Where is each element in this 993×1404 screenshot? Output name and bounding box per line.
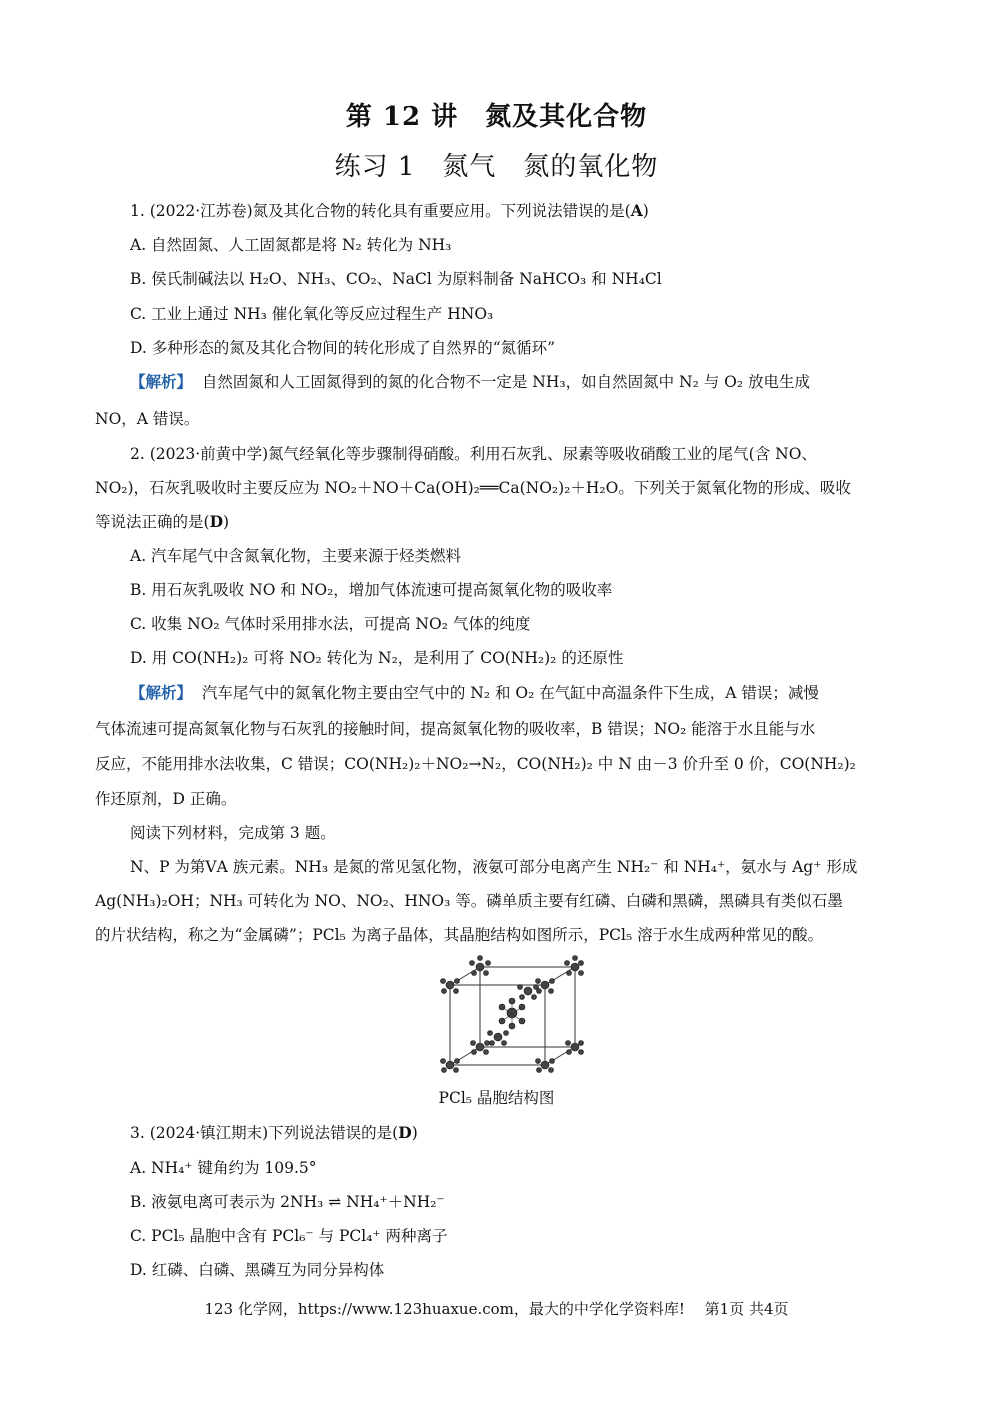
material-line: N、P 为第ⅤA 族元素。NH₃ 是氮的常见氢化物，液氨可部分电离产生 NH₂⁻ 和 NH₄⁺，氨水与 Ag⁺ 形成 [130, 858, 858, 876]
q2-stem-line: NO₂)，石灰乳吸收时主要反应为 NO₂＋NO＋Ca(OH)₂══Ca(NO₂)₂＋H₂O。下列关于氮氧化物的形成、吸收 [95, 479, 851, 497]
q1-analysis-line: NO，A 错误。 [95, 410, 200, 428]
material-intro: 阅读下列材料，完成第 3 题。 [130, 824, 336, 842]
figure-caption: PCl₅ 晶胞结构图 [438, 1089, 555, 1107]
pcl5-unit-cell-figure [440, 955, 585, 1075]
q2-option-d: D. 用 CO(NH₂)₂ 可将 NO₂ 转化为 N₂，是利用了 CO(NH₂)₂ 的还原性 [130, 649, 624, 667]
q3-option-c: C. PCl₅ 晶胞中含有 PCl₆⁻ 与 PCl₄⁺ 两种离子 [130, 1227, 448, 1245]
q1-option-d: D. 多种形态的氮及其化合物间的转化形成了自然界的“氮循环” [130, 339, 556, 357]
q2-stem-line: 2. (2023·前黄中学)氮气经氧化等步骤制得硝酸。利用石灰乳、尿素等吸收硝酸工业的尾气(含 NO、 [130, 445, 817, 463]
q2-stem-line: 等说法正确的是(D) [95, 512, 230, 531]
q3-option-d: D. 红磷、白磷、黑磷互为同分异构体 [130, 1261, 385, 1279]
q2-option-c: C. 收集 NO₂ 气体时采用排水法，可提高 NO₂ 气体的纯度 [130, 615, 531, 633]
material-line: Ag(NH₃)₂OH；NH₃ 可转化为 NO、NO₂、HNO₃ 等。磷单质主要有红磷、白磷和黑磷，黑磷具有类似石墨 [95, 892, 843, 910]
q2-answer: D [209, 512, 224, 531]
analysis-label: 【解析】 [130, 683, 193, 702]
q2-option-a: A. 汽车尾气中含氮氧化物，主要来源于烃类燃料 [130, 547, 462, 565]
q2-option-b: B. 用石灰乳吸收 NO 和 NO₂，增加气体流速可提高氮氧化物的吸收率 [130, 581, 613, 599]
exercise-title: 练习 1 氮气 氮的氧化物 [334, 152, 659, 182]
q2-analysis-line: 反应，不能用排水法收集，C 错误；CO(NH₂)₂＋NO₂→N₂，CO(NH₂)₂ 中 N 由－3 价升至 0 价，CO(NH₂)₂ [95, 755, 856, 773]
page-footer: 123 化学网，https://www.123huaxue.com，最大的中学化学资料库! 第1页 共4页 [204, 1300, 789, 1318]
q1-stem: 1. (2022·江苏卷)氮及其化合物的转化具有重要应用。下列说法错误的是(A) [130, 201, 649, 220]
q2-analysis-line: 【解析】 汽车尾气中的氮氧化物主要由空气中的 N₂ 和 O₂ 在气缸中高温条件下生成，A 错误；减慢 [130, 683, 819, 702]
q1-option-b: B. 侯氏制碱法以 H₂O、NH₃、CO₂、NaCl 为原料制备 NaHCO₃ 和 NH₄Cl [130, 270, 662, 288]
q3-answer: D [398, 1123, 412, 1142]
q1-answer: A [630, 201, 643, 220]
q3-option-a: A. NH₄⁺ 键角约为 109.5° [130, 1159, 317, 1177]
q3-option-b: B. 液氨电离可表示为 2NH₃ ⇌ NH₄⁺＋NH₂⁻ [130, 1193, 445, 1211]
q1-analysis-line: 【解析】 自然固氮和人工固氮得到的氮的化合物不一定是 NH₃，如自然固氮中 N₂ 与 O₂ 放电生成 [130, 372, 811, 391]
q1-option-a: A. 自然固氮、人工固氮都是将 N₂ 转化为 NH₃ [130, 236, 452, 254]
analysis-label: 【解析】 [130, 372, 193, 391]
q1-option-c: C. 工业上通过 NH₃ 催化氧化等反应过程生产 HNO₃ [130, 305, 494, 323]
q2-analysis-line: 作还原剂，D 正确。 [95, 790, 237, 808]
q2-analysis-line: 气体流速可提高氮氧化物与石灰乳的接触时间，提高氮氧化物的吸收率，B 错误；NO₂ 能溶于水且能与水 [95, 720, 816, 738]
material-line: 的片状结构，称之为“金属磷”；PCl₅ 为离子晶体，其晶胞结构如图所示，PCl₅ 溶于水生成两种常见的酸。 [95, 926, 824, 944]
lecture-title: 第 12 讲 氮及其化合物 [345, 102, 648, 132]
q3-stem: 3. (2024·镇江期末)下列说法错误的是(D) [130, 1123, 418, 1142]
